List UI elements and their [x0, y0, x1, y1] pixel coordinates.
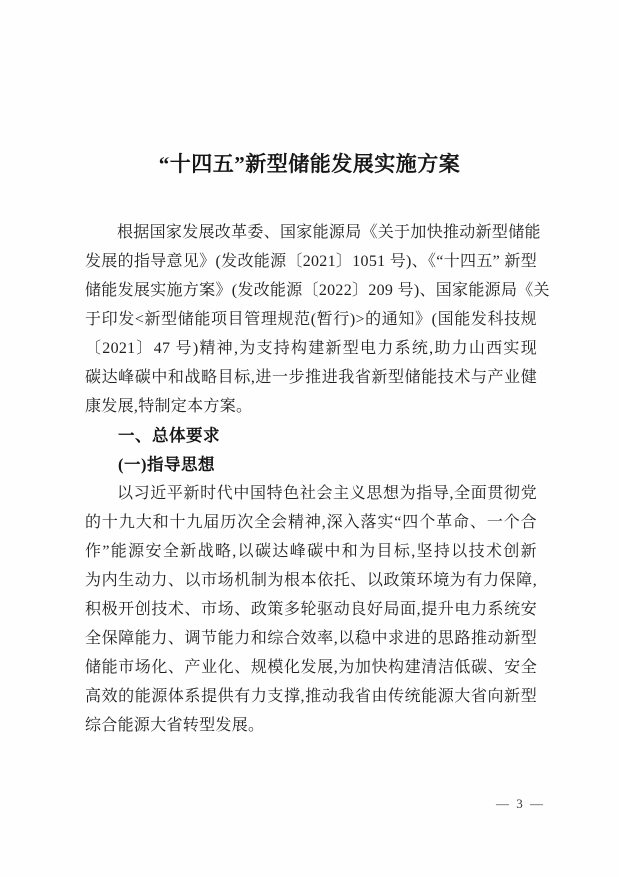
- section-heading-2: (一)指导思想: [118, 455, 215, 474]
- text-line: 作”能源安全新战略,以碳达峰碳中和为目标,坚持以技术创新: [85, 543, 537, 560]
- text-line: 为内生动力、以市场机制为根本依托、以政策环境为有力保障,: [85, 572, 537, 589]
- paragraph: [85, 218, 550, 421]
- text-line: 于印发<新型储能项目管理规范(暂行)>的通知》(国能发科技规: [85, 311, 537, 328]
- text-line: 高效的能源体系提供有力支撑,推动我省由传统能源大省向新型: [85, 688, 537, 705]
- text-line: 以习近平新时代中国特色社会主义思想为指导,全面贯彻党: [117, 485, 537, 502]
- paragraph: [85, 479, 537, 740]
- text-line: 全保障能力、调节能力和综合效率,以稳中求进的思路推动新型: [85, 630, 537, 647]
- text-line: 根据国家发展改革委、国家能源局《关于加快推动新型储能: [117, 224, 541, 241]
- text-line: 康发展,特制定本方案。: [85, 398, 253, 415]
- page-number: — 3 —: [496, 796, 545, 811]
- text-line: 发展的指导意见》(发改能源〔2021〕1051 号)、《“十四五” 新型: [85, 253, 537, 270]
- text-line: 储能市场化、产业化、规模化发展,为加快构建清洁低碳、安全: [85, 659, 537, 676]
- document-title: “十四五”新型储能发展实施方案: [158, 152, 461, 176]
- text-line: 储能发展实施方案》(发改能源〔2022〕209 号)、国家能源局《关: [85, 282, 550, 299]
- text-line: 碳达峰碳中和战略目标,进一步推进我省新型储能技术与产业健: [85, 369, 537, 386]
- section-heading-1: 一、总体要求: [118, 426, 220, 445]
- text-line: 积极开创技术、市场、政策多轮驱动良好局面,提升电力系统安: [85, 601, 537, 618]
- document-body: [85, 218, 550, 740]
- text-line: 综合能源大省转型发展。: [85, 717, 265, 734]
- text-line: 的十九大和十九届历次全会精神,深入落实“四个革命、一个合: [85, 514, 537, 531]
- text-line: 〔2021〕47 号)精神,为支持构建新型电力系统,助力山西实现: [85, 340, 537, 357]
